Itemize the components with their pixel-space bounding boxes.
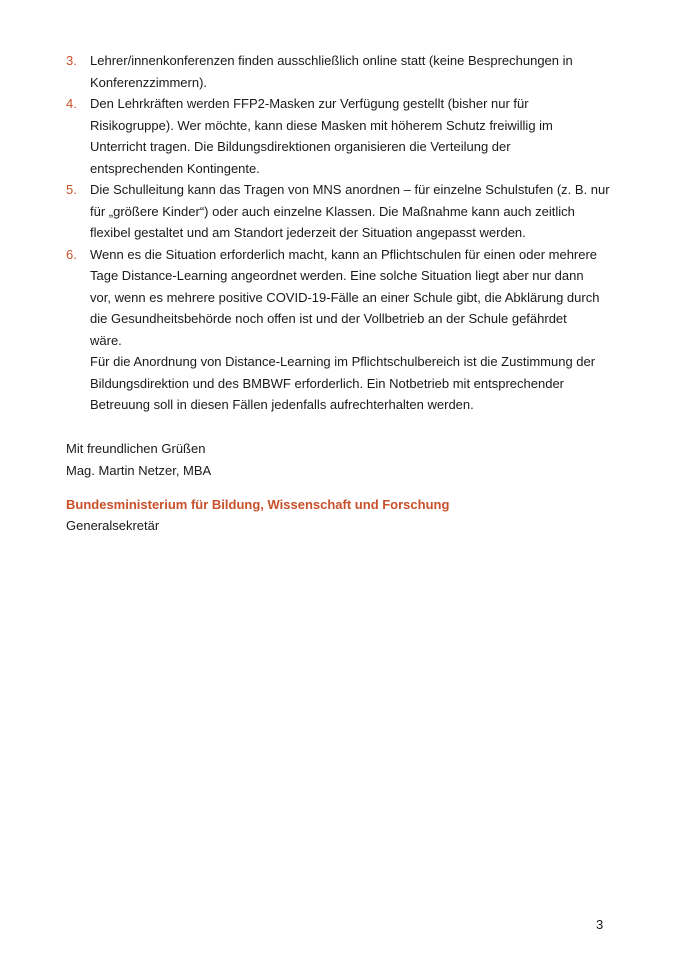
list-item-text: Den Lehrkräften werden FFP2-Masken zur Verfügung gestellt (bisher nur für	[90, 96, 529, 111]
list-item-text: Konferenzzimmern).	[90, 74, 208, 90]
list-item-text: die Gesundheitsbehörde noch offen ist und der Vollbetrieb an der Schule gefährdet	[90, 311, 567, 326]
list-item-text: Unterricht tragen. Die Bildungsdirektionen organisieren die Verteilung der	[90, 139, 511, 154]
ministry-name: Bundesministerium für Bildung, Wissenschaft und Forschung	[66, 497, 450, 512]
measures-list	[66, 50, 626, 416]
closing-block	[66, 438, 211, 482]
list-item-number: 5.	[66, 182, 77, 197]
list-item-number: 3.	[66, 53, 77, 68]
list-item-text: vor, wenn es mehrere positive COVID-19-Fälle an einer Schule gibt, die Abklärung durch	[90, 289, 600, 305]
list-item	[66, 93, 626, 179]
list-item-text: entsprechenden Kontingente.	[90, 160, 260, 176]
list-item	[66, 244, 626, 416]
list-item-text: Lehrer/innenkonferenzen finden ausschließlich online statt (keine Besprechungen in	[90, 53, 573, 68]
list-item-number: 4.	[66, 96, 77, 111]
ministry-block	[66, 494, 449, 536]
list-item-text: Die Schulleitung kann das Tragen von MNS anordnen – für einzelne Schulstufen (z. B. nur	[90, 182, 610, 197]
page-number: 3	[596, 917, 604, 932]
list-item-text: für „größere Kinder“) oder auch einzelne Klassen. Die Maßnahme kann auch zeitlich	[90, 203, 575, 219]
list-item-text: Für die Anordnung von Distance-Learning im Pflichtschulbereich ist die Zustimmung der	[90, 354, 596, 369]
list-item-text: Tage Distance-Learning angeordnet werden. Eine solche Situation liegt aber nur dann	[90, 268, 584, 283]
list-item-text: Wenn es die Situation erforderlich macht, kann an Pflichtschulen für einen oder mehrere	[90, 246, 598, 262]
list-item-text: Bildungsdirektion und des BMBWF erforderlich. Ein Notbetrieb mit entsprechender	[90, 375, 565, 391]
signatory-role: Generalsekretär	[66, 518, 160, 533]
list-item	[66, 179, 626, 244]
list-item	[66, 50, 626, 93]
signatory-name: Mag. Martin Netzer, MBA	[66, 463, 212, 478]
list-item-text: Betreuung soll in diesen Fällen jedenfalls aufrechterhalten werden.	[90, 397, 474, 412]
closing-greeting: Mit freundlichen Grüßen	[66, 441, 206, 456]
list-item-text: wäre.	[90, 332, 122, 348]
list-item-text: Risikogruppe). Wer möchte, kann diese Masken mit höherem Schutz freiwillig im	[90, 117, 553, 133]
list-item-text: flexibel gestaltet und am Standort jederzeit der Situation angepasst werden.	[90, 225, 526, 240]
list-item-number: 6.	[66, 246, 77, 262]
